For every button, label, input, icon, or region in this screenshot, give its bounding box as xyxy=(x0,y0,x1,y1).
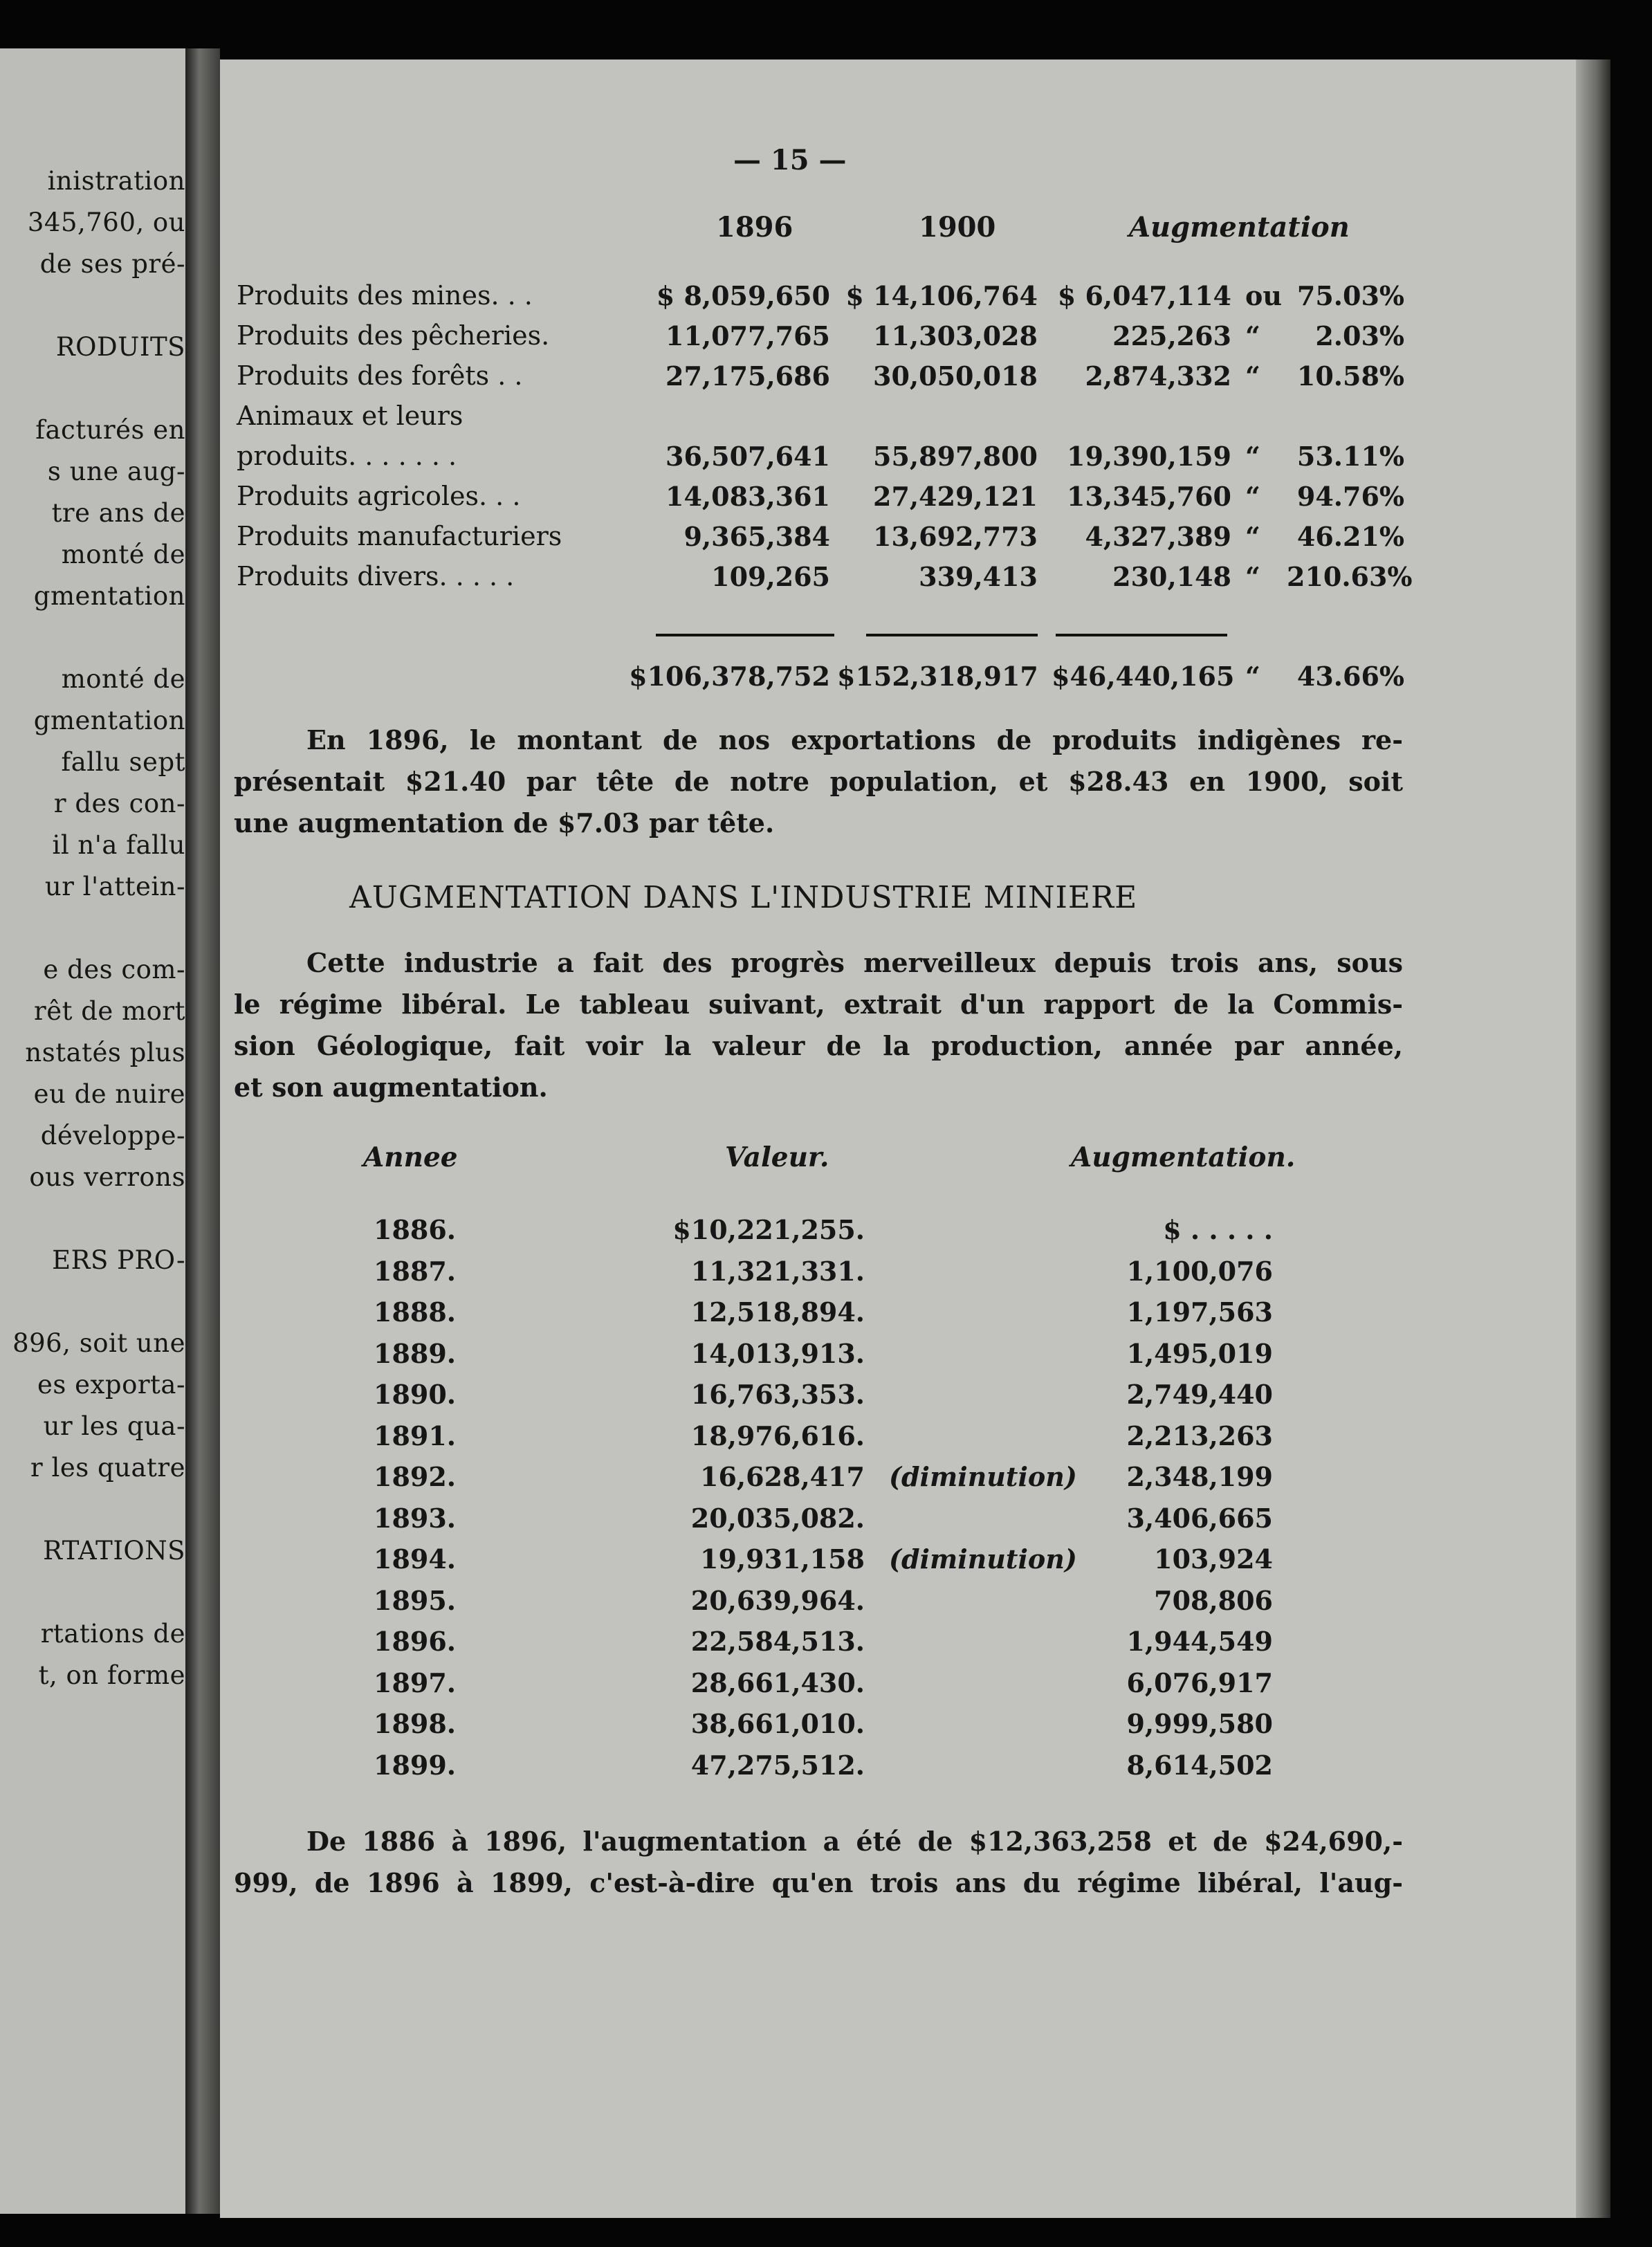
value-cell: 19,931,158 xyxy=(700,1543,865,1575)
left-page-line: rêt de mort xyxy=(34,996,185,1026)
value-cell: 11,321,331. xyxy=(690,1256,865,1287)
header-1900: 1900 xyxy=(919,211,996,244)
diminution-note: (diminution) xyxy=(889,1461,1077,1492)
value-1896: 27,175,686 xyxy=(666,360,830,392)
value-cell: 20,639,964. xyxy=(690,1585,865,1616)
increase-cell: 9,999,580 xyxy=(1126,1708,1273,1739)
total-percent: 43.66% xyxy=(1296,661,1404,692)
conjunction: ou xyxy=(1245,280,1282,311)
value-increase: 13,345,760 xyxy=(1067,481,1231,512)
left-page-line: facturés en xyxy=(35,415,185,445)
conjunction: “ xyxy=(1245,561,1260,592)
increase-cell: 6,076,917 xyxy=(1126,1667,1273,1698)
text-line: Cette industrie a fait des progrès merveilleux depuis trois ans, sous xyxy=(306,947,1403,978)
value-cell: 22,584,513. xyxy=(690,1626,865,1657)
row-label: Produits des pêcheries. xyxy=(237,320,550,351)
year-cell: 1898. xyxy=(374,1708,456,1739)
text-line: sion Géologique, fait voir la valeur de la production, année par année, xyxy=(234,1030,1403,1061)
left-page-line: e des com- xyxy=(43,955,185,984)
left-page-line: de ses pré- xyxy=(39,249,185,279)
year-cell: 1895. xyxy=(374,1585,456,1616)
page-number: — 15 — xyxy=(733,144,847,176)
value-cell: 28,661,430. xyxy=(690,1667,865,1698)
left-page-line: gmentation xyxy=(33,706,185,735)
increase-cell: 1,495,019 xyxy=(1126,1338,1273,1369)
text-line: En 1896, le montant de nos exportations de produits indigènes re- xyxy=(306,724,1403,755)
left-page-line: eu de nuire xyxy=(33,1079,185,1109)
book-spine xyxy=(185,48,220,2214)
left-page-line: RTATIONS xyxy=(43,1536,185,1566)
value-1900: 339,413 xyxy=(919,561,1038,592)
increase-cell: 3,406,665 xyxy=(1126,1503,1273,1534)
left-page-line: monté de xyxy=(61,664,185,694)
year-cell: 1888. xyxy=(374,1296,456,1328)
total-rule xyxy=(656,634,834,636)
year-cell: 1897. xyxy=(374,1667,456,1698)
page-edge xyxy=(1576,59,1610,2218)
percent: 94.76% xyxy=(1296,481,1404,512)
value-increase: 2,874,332 xyxy=(1085,360,1231,392)
value-1900: 27,429,121 xyxy=(873,481,1038,512)
value-1896: 14,083,361 xyxy=(666,481,830,512)
diminution-note: (diminution) xyxy=(889,1543,1077,1575)
increase-cell: 1,100,076 xyxy=(1126,1256,1273,1287)
total-rule xyxy=(866,634,1038,636)
left-page-line: développe- xyxy=(40,1121,185,1150)
increase-cell: 1,944,549 xyxy=(1126,1626,1273,1657)
row-label: produits. . . . . . . xyxy=(237,441,457,471)
conjunction: “ xyxy=(1245,481,1260,512)
value-increase: 19,390,159 xyxy=(1067,441,1231,472)
value-cell: 14,013,913. xyxy=(690,1338,865,1369)
row-label: Animaux et leurs xyxy=(237,401,464,431)
increase-cell: 1,197,563 xyxy=(1126,1296,1273,1328)
total-1900: $152,318,917 xyxy=(837,661,1038,692)
year-cell: 1899. xyxy=(374,1750,456,1781)
value-increase: 4,327,389 xyxy=(1085,521,1231,552)
conjunction: “ xyxy=(1245,441,1260,472)
left-page-line: ur les qua- xyxy=(43,1411,185,1441)
increase-cell: 8,614,502 xyxy=(1126,1750,1273,1781)
year-cell: 1890. xyxy=(374,1379,456,1410)
total-1896: $106,378,752 xyxy=(629,661,830,692)
value-increase: 225,263 xyxy=(1112,320,1231,351)
value-cell: 16,763,353. xyxy=(690,1379,865,1410)
increase-cell: 2,749,440 xyxy=(1126,1379,1273,1410)
section-title: AUGMENTATION DANS L'INDUSTRIE MINIERE xyxy=(349,880,1138,915)
total-conjunction: “ xyxy=(1245,661,1260,692)
value-1900: 30,050,018 xyxy=(873,360,1038,392)
value-1900: $ 14,106,764 xyxy=(845,280,1038,311)
text-line: une augmentation de $7.03 par tête. xyxy=(234,807,775,838)
value-1900: 11,303,028 xyxy=(873,320,1038,351)
value-cell: 16,628,417 xyxy=(700,1461,865,1492)
increase-cell: $ . . . . . xyxy=(1163,1214,1273,1245)
left-page-line: tre ans de xyxy=(51,498,185,528)
value-1896: 36,507,641 xyxy=(666,441,830,472)
left-page-line: 345,760, ou xyxy=(27,208,185,237)
left-page-line: gmentation xyxy=(33,581,185,611)
value-cell: 20,035,082. xyxy=(690,1503,865,1534)
left-page-line: 896, soit une xyxy=(12,1328,185,1358)
left-page-line: il n'a fallu xyxy=(52,830,185,860)
value-cell: $10,221,255. xyxy=(672,1214,865,1245)
value-1900: 55,897,800 xyxy=(873,441,1038,472)
percent: 53.11% xyxy=(1296,441,1404,472)
percent: 210.63% xyxy=(1287,561,1413,592)
total-rule xyxy=(1056,634,1227,636)
value-increase: $ 6,047,114 xyxy=(1057,280,1231,311)
row-label: Produits agricoles. . . xyxy=(237,481,521,511)
percent: 2.03% xyxy=(1315,320,1404,351)
value-1896: 9,365,384 xyxy=(683,521,830,552)
row-label: Produits divers. . . . . xyxy=(237,561,515,591)
value-cell: 18,976,616. xyxy=(690,1420,865,1451)
value-1896: 109,265 xyxy=(711,561,830,592)
row-label: Produits des forêts . . xyxy=(237,360,523,391)
text-line: 999, de 1896 à 1899, c'est-à-dire qu'en trois ans du régime libéral, l'aug- xyxy=(234,1867,1403,1898)
total-increase: $46,440,165 xyxy=(1052,661,1235,692)
year-cell: 1889. xyxy=(374,1338,456,1369)
left-page-line: es exporta- xyxy=(37,1370,185,1400)
header-increase: Augmentation xyxy=(1129,211,1350,244)
paragraph-conclusion xyxy=(234,1821,1403,1904)
increase-cell: 2,213,263 xyxy=(1126,1420,1273,1451)
increase-cell: 2,348,199 xyxy=(1126,1461,1273,1492)
percent: 75.03% xyxy=(1296,280,1404,311)
text-line: et son augmentation. xyxy=(234,1072,548,1103)
percent: 10.58% xyxy=(1296,360,1404,392)
text-line: présentait $21.40 par tête de notre population, et $28.43 en 1900, soit xyxy=(234,766,1403,797)
value-cell: 47,275,512. xyxy=(690,1750,865,1781)
value-cell: 12,518,894. xyxy=(690,1296,865,1328)
header-mining-increase: Augmentation. xyxy=(1071,1141,1296,1173)
left-page-line: ERS PRO- xyxy=(52,1245,185,1275)
text-line: De 1886 à 1896, l'augmentation a été de $12,363,258 et de $24,690,- xyxy=(306,1826,1403,1857)
paragraph-mining-intro xyxy=(234,942,1403,1108)
value-increase: 230,148 xyxy=(1112,561,1231,592)
year-cell: 1886. xyxy=(374,1214,456,1245)
value-1896: $ 8,059,650 xyxy=(656,280,830,311)
left-page-line: rtations de xyxy=(40,1619,185,1649)
paragraph-exports-per-capita xyxy=(234,719,1403,844)
year-cell: 1891. xyxy=(374,1420,456,1451)
left-page-line: inistration xyxy=(47,166,185,196)
left-page-line: s une aug- xyxy=(47,457,185,486)
increase-cell: 708,806 xyxy=(1154,1585,1273,1616)
header-value: Valeur. xyxy=(725,1141,829,1173)
left-page-line: RODUITS xyxy=(55,332,185,362)
left-page-line: monté de xyxy=(61,540,185,569)
left-page-line: r des con- xyxy=(53,789,185,818)
conjunction: “ xyxy=(1245,521,1260,552)
left-page-line: fallu sept xyxy=(61,747,185,777)
year-cell: 1896. xyxy=(374,1626,456,1657)
text-line: le régime libéral. Le tableau suivant, extrait d'un rapport de la Commis- xyxy=(234,989,1403,1020)
row-label: Produits des mines. . . xyxy=(237,280,533,311)
row-label: Produits manufacturiers xyxy=(237,521,562,551)
value-1896: 11,077,765 xyxy=(666,320,830,351)
left-page-line: r les quatre xyxy=(30,1453,185,1483)
percent: 46.21% xyxy=(1296,521,1404,552)
value-1900: 13,692,773 xyxy=(873,521,1038,552)
year-cell: 1893. xyxy=(374,1503,456,1534)
year-cell: 1894. xyxy=(374,1543,456,1575)
year-cell: 1892. xyxy=(374,1461,456,1492)
increase-cell: 103,924 xyxy=(1154,1543,1273,1575)
left-page-line: ur l'attein- xyxy=(44,872,185,901)
year-cell: 1887. xyxy=(374,1256,456,1287)
left-page-line: nstatés plus xyxy=(25,1038,185,1067)
left-page-line: ous verrons xyxy=(29,1162,185,1192)
value-cell: 38,661,010. xyxy=(690,1708,865,1739)
header-year: Annee xyxy=(363,1141,458,1173)
header-1896: 1896 xyxy=(716,211,793,244)
left-page-line: t, on forme xyxy=(38,1660,185,1690)
left-page-fragment xyxy=(0,48,188,2214)
conjunction: “ xyxy=(1245,360,1260,392)
conjunction: “ xyxy=(1245,320,1260,351)
